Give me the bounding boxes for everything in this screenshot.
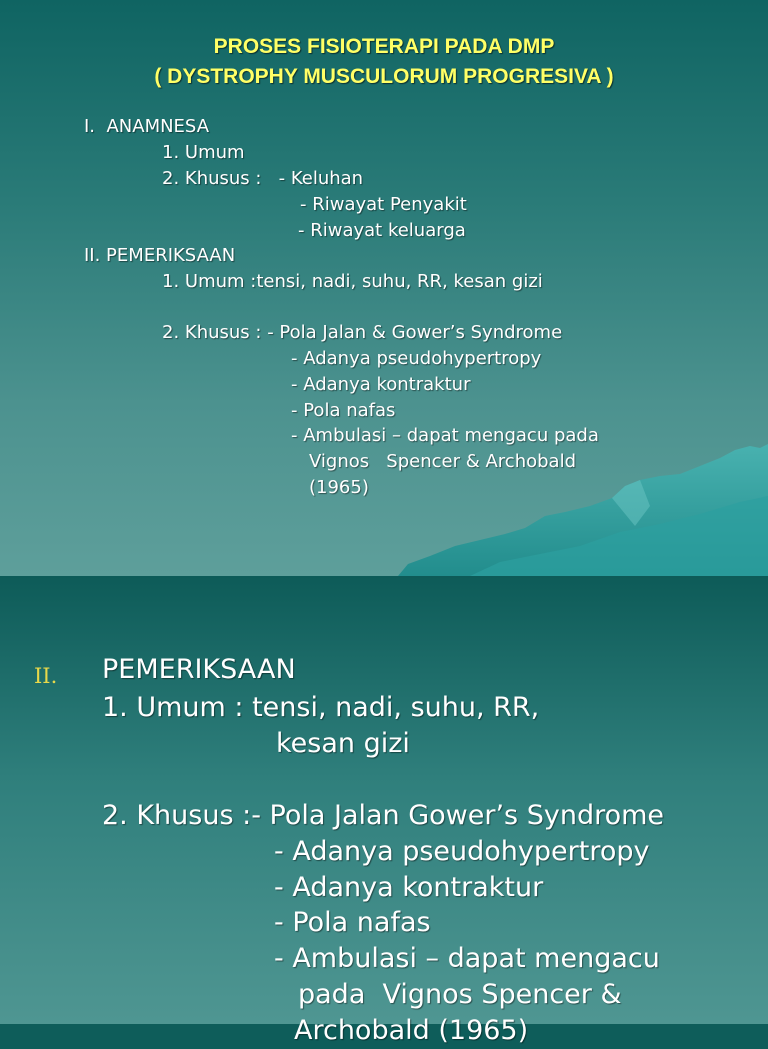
list-item: - Pola nafas	[274, 907, 431, 938]
list-item: - Adanya kontraktur	[291, 374, 471, 395]
list-item: pada Vignos Spencer &	[298, 979, 622, 1010]
slide-2	[0, 576, 768, 1046]
list-item: 1. Umum	[162, 142, 245, 163]
list-item: - Ambulasi – dapat mengacu pada	[291, 425, 599, 446]
list-item: 2. Khusus :- Pola Jalan Gower’s Syndrome	[102, 800, 665, 831]
list-item: - Adanya pseudohypertropy	[291, 348, 542, 369]
list-item: - Riwayat keluarga	[298, 220, 466, 241]
list-item: - Adanya kontraktur	[274, 872, 544, 903]
section-heading-pemeriksaan: II. PEMERIKSAAN	[84, 245, 236, 266]
list-item: 1. Umum : tensi, nadi, suhu, RR,	[102, 692, 540, 723]
slide-title-line-1: PROSES FISIOTERAPI PADA DMP	[213, 35, 555, 58]
list-item: - Ambulasi – dapat mengacu	[274, 943, 660, 974]
list-item: kesan gizi	[276, 728, 410, 759]
roman-numeral-bullet: II.	[34, 664, 58, 688]
list-item: 2. Khusus : - Pola Jalan & Gower’s Syndrome	[162, 322, 563, 343]
list-item: - Riwayat Penyakit	[300, 194, 467, 215]
list-item: Vignos Spencer & Archobald	[309, 451, 577, 472]
list-item: Archobald (1965)	[294, 1015, 529, 1046]
section-heading-pemeriksaan: PEMERIKSAAN	[102, 654, 296, 685]
list-item: - Adanya pseudohypertropy	[274, 836, 650, 867]
list-item: 2. Khusus : - Keluhan	[162, 168, 364, 189]
list-item: - Pola nafas	[291, 400, 396, 421]
section-heading-anamnesa: I. ANAMNESA	[84, 116, 210, 137]
list-item: 1. Umum :tensi, nadi, suhu, RR, kesan gizi	[162, 271, 543, 292]
slide-title-line-2: ( DYSTROPHY MUSCULORUM PROGRESIVA )	[154, 65, 614, 88]
list-item: (1965)	[309, 477, 369, 498]
